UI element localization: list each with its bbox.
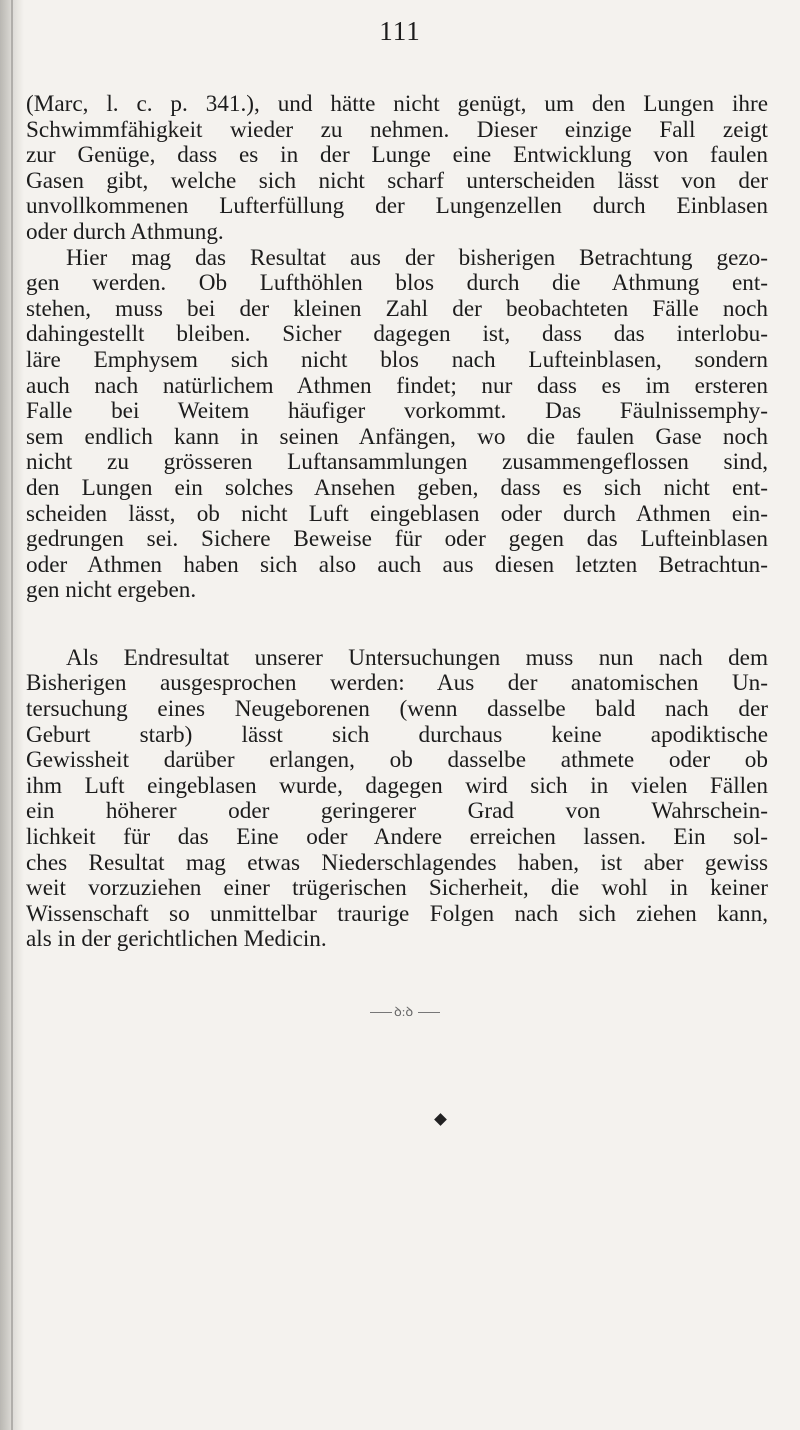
text-line: scheiden lässt, ob nicht Luft eingeblasen oder durch Athmen ein- <box>26 500 768 527</box>
text-line: Wissenschaft so unmittelbar traurige Folgen nach sich ziehen kann, <box>26 900 768 927</box>
text-line: nicht zu grösseren Luftansammlungen zusammengeflossen sind, <box>26 449 768 476</box>
text-line: stehen, muss bei der kleinen Zahl der beobachteten Fälle noch <box>26 295 768 322</box>
text-line: Gasen gibt, welche sich nicht scharf unterscheiden lässt von der <box>26 167 768 194</box>
body-text <box>26 92 768 953</box>
text-line: lichkeit für das Eine oder Andere erreichen lassen. Ein sol- <box>26 824 768 851</box>
text-line: Hier mag das Resultat aus der bisherigen Betrachtung gezo- <box>66 244 768 271</box>
text-line: ihm Luft eingeblasen wurde, dagegen wird sich in vielen Fällen <box>26 772 768 799</box>
text-line: dahingestellt bleiben. Sicher dagegen ist, dass das interlobu- <box>26 321 768 348</box>
paragraph-gap <box>26 604 768 646</box>
text-line: oder durch Athmung. <box>26 218 224 245</box>
text-line: unvollkommenen Lufterfüllung der Lungenzellen durch Einblasen <box>26 193 768 220</box>
text-line: weit vorzuziehen einer trügerischen Sicherheit, die wohl in keiner <box>26 875 768 902</box>
text-line: oder Athmen haben sich also auch aus diesen letzten Betrachtun- <box>26 551 768 578</box>
text-line: Schwimmfähigkeit wieder zu nehmen. Dieser einzige Fall zeigt <box>26 116 768 143</box>
ornament-rule-left <box>370 1012 392 1013</box>
text-line: Bisherigen ausgesprochen werden: Aus der anatomischen Un- <box>26 670 768 697</box>
page-number: 111 <box>379 16 421 46</box>
text-line: gedrungen sei. Sichere Beweise für oder gegen das Lufteinblasen <box>26 526 768 553</box>
text-line: auch nach natürlichem Athmen findet; nur dass es im ersteren <box>26 372 768 399</box>
text-line: Als Endresultat unserer Untersuchungen muss nun nach dem <box>66 644 768 671</box>
text-line: als in der gerichtlichen Medicin. <box>26 926 327 953</box>
ornament-glyph: ꝺ:ꝺ <box>394 1004 414 1019</box>
text-line: Falle bei Weitem häufiger vorkommt. Das Fäulnissemphy- <box>26 398 768 425</box>
closing-ornament <box>370 1006 440 1020</box>
text-line: Gewissheit darüber erlangen, ob dasselbe athmete oder ob <box>26 747 768 774</box>
binding-gutter <box>11 0 13 1430</box>
text-line: ein höherer oder geringerer Grad von Wahrschein- <box>26 798 768 825</box>
text-line: tersuchung eines Neugeborenen (wenn dasselbe bald nach der <box>26 696 768 723</box>
text-line: (Marc, l. c. p. 341.), und hätte nicht genügt, um den Lungen ihre <box>26 91 768 117</box>
text-line: Geburt starb) lässt sich durchaus keine apodiktische <box>26 721 768 748</box>
text-line: gen nicht ergeben. <box>26 577 197 604</box>
text-line: ches Resultat mag etwas Niederschlagendes haben, ist aber gewiss <box>26 849 768 876</box>
text-line: den Lungen ein solches Ansehen geben, dass es sich nicht ent- <box>26 474 768 501</box>
text-line: zur Genüge, dass es in der Lunge eine Entwicklung von faulen <box>26 142 768 169</box>
ornament-rule-right <box>418 1012 440 1013</box>
ink-blot <box>434 1113 447 1126</box>
text-line: gen werden. Ob Lufthöhlen blos durch die Athmung ent- <box>26 270 768 297</box>
text-line: sem endlich kann in seinen Anfängen, wo die faulen Gase noch <box>26 423 768 450</box>
text-line: läre Emphysem sich nicht blos nach Lufteinblasen, sondern <box>26 346 768 373</box>
